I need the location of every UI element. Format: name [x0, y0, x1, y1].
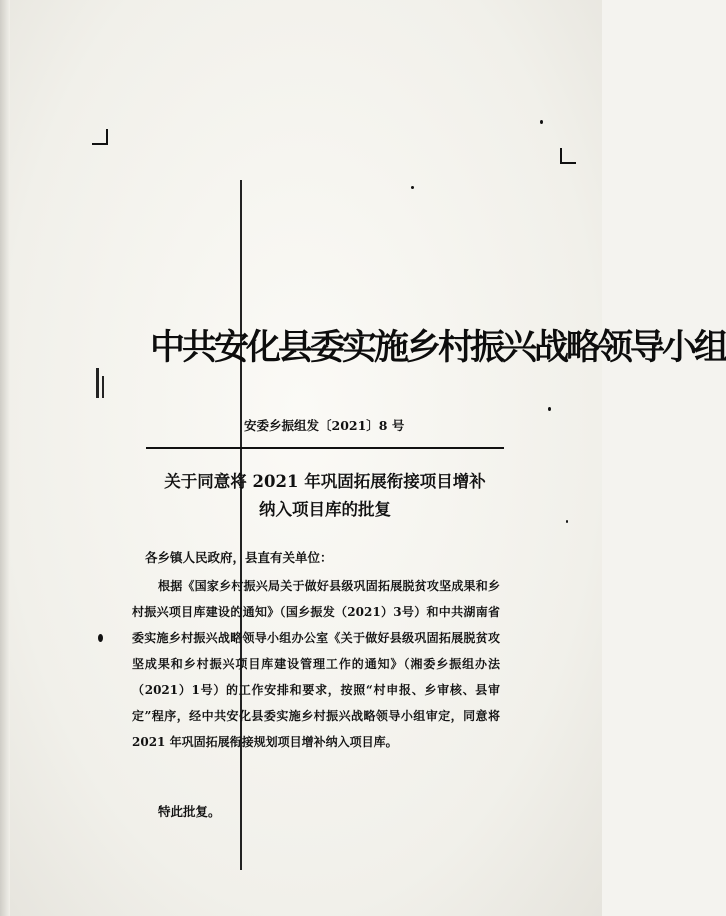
- fold-line: [240, 180, 242, 870]
- salutation: 各乡镇人民政府，县直有关单位：: [145, 550, 333, 565]
- crop-mark-top-right: [560, 148, 576, 164]
- scan-speck: [411, 186, 414, 189]
- crop-mark-top-left: [92, 129, 108, 145]
- document-number: 安委乡振组发〔2021〕8 号: [244, 418, 405, 433]
- scan-speck: [566, 520, 568, 523]
- document-subject: [150, 468, 500, 524]
- scan-edge: [0, 0, 10, 916]
- scan-speck: [540, 120, 543, 124]
- issuer-header: 中共安化县委实施乡村振兴战略领导小组: [150, 327, 726, 368]
- scan-speck: [98, 634, 103, 642]
- body-paragraph: [132, 573, 500, 755]
- subject-line-2: 纳入项目库的批复: [259, 500, 391, 519]
- header-rule: [146, 447, 504, 449]
- binding-mark: [96, 368, 106, 404]
- closing-line: 特此批复。: [158, 804, 221, 819]
- scan-speck: [548, 407, 551, 411]
- subject-line-1: 关于同意将 2021 年巩固拓展衔接项目增补: [164, 472, 486, 491]
- body-text: 根据《国家乡村振兴局关于做好县级巩固拓展脱贫攻坚成果和乡村振兴项目库建设的通知》（国乡振发（2021）3号）和中共湖南省委实施乡村振兴战略领导小组办公室《关于做好县级巩固拓展脱贫攻坚成果和乡村振兴项目库建设管理工作的通知》（湘委乡振组办法（2021）1号）的工作安排和要求，按照“村申报、乡审核、县审定”程序，经中共安化县委实施乡村振兴战略领导小组审定，同意将 2021 年巩固拓展衔接规划项目增补纳入项目库。: [132, 579, 500, 749]
